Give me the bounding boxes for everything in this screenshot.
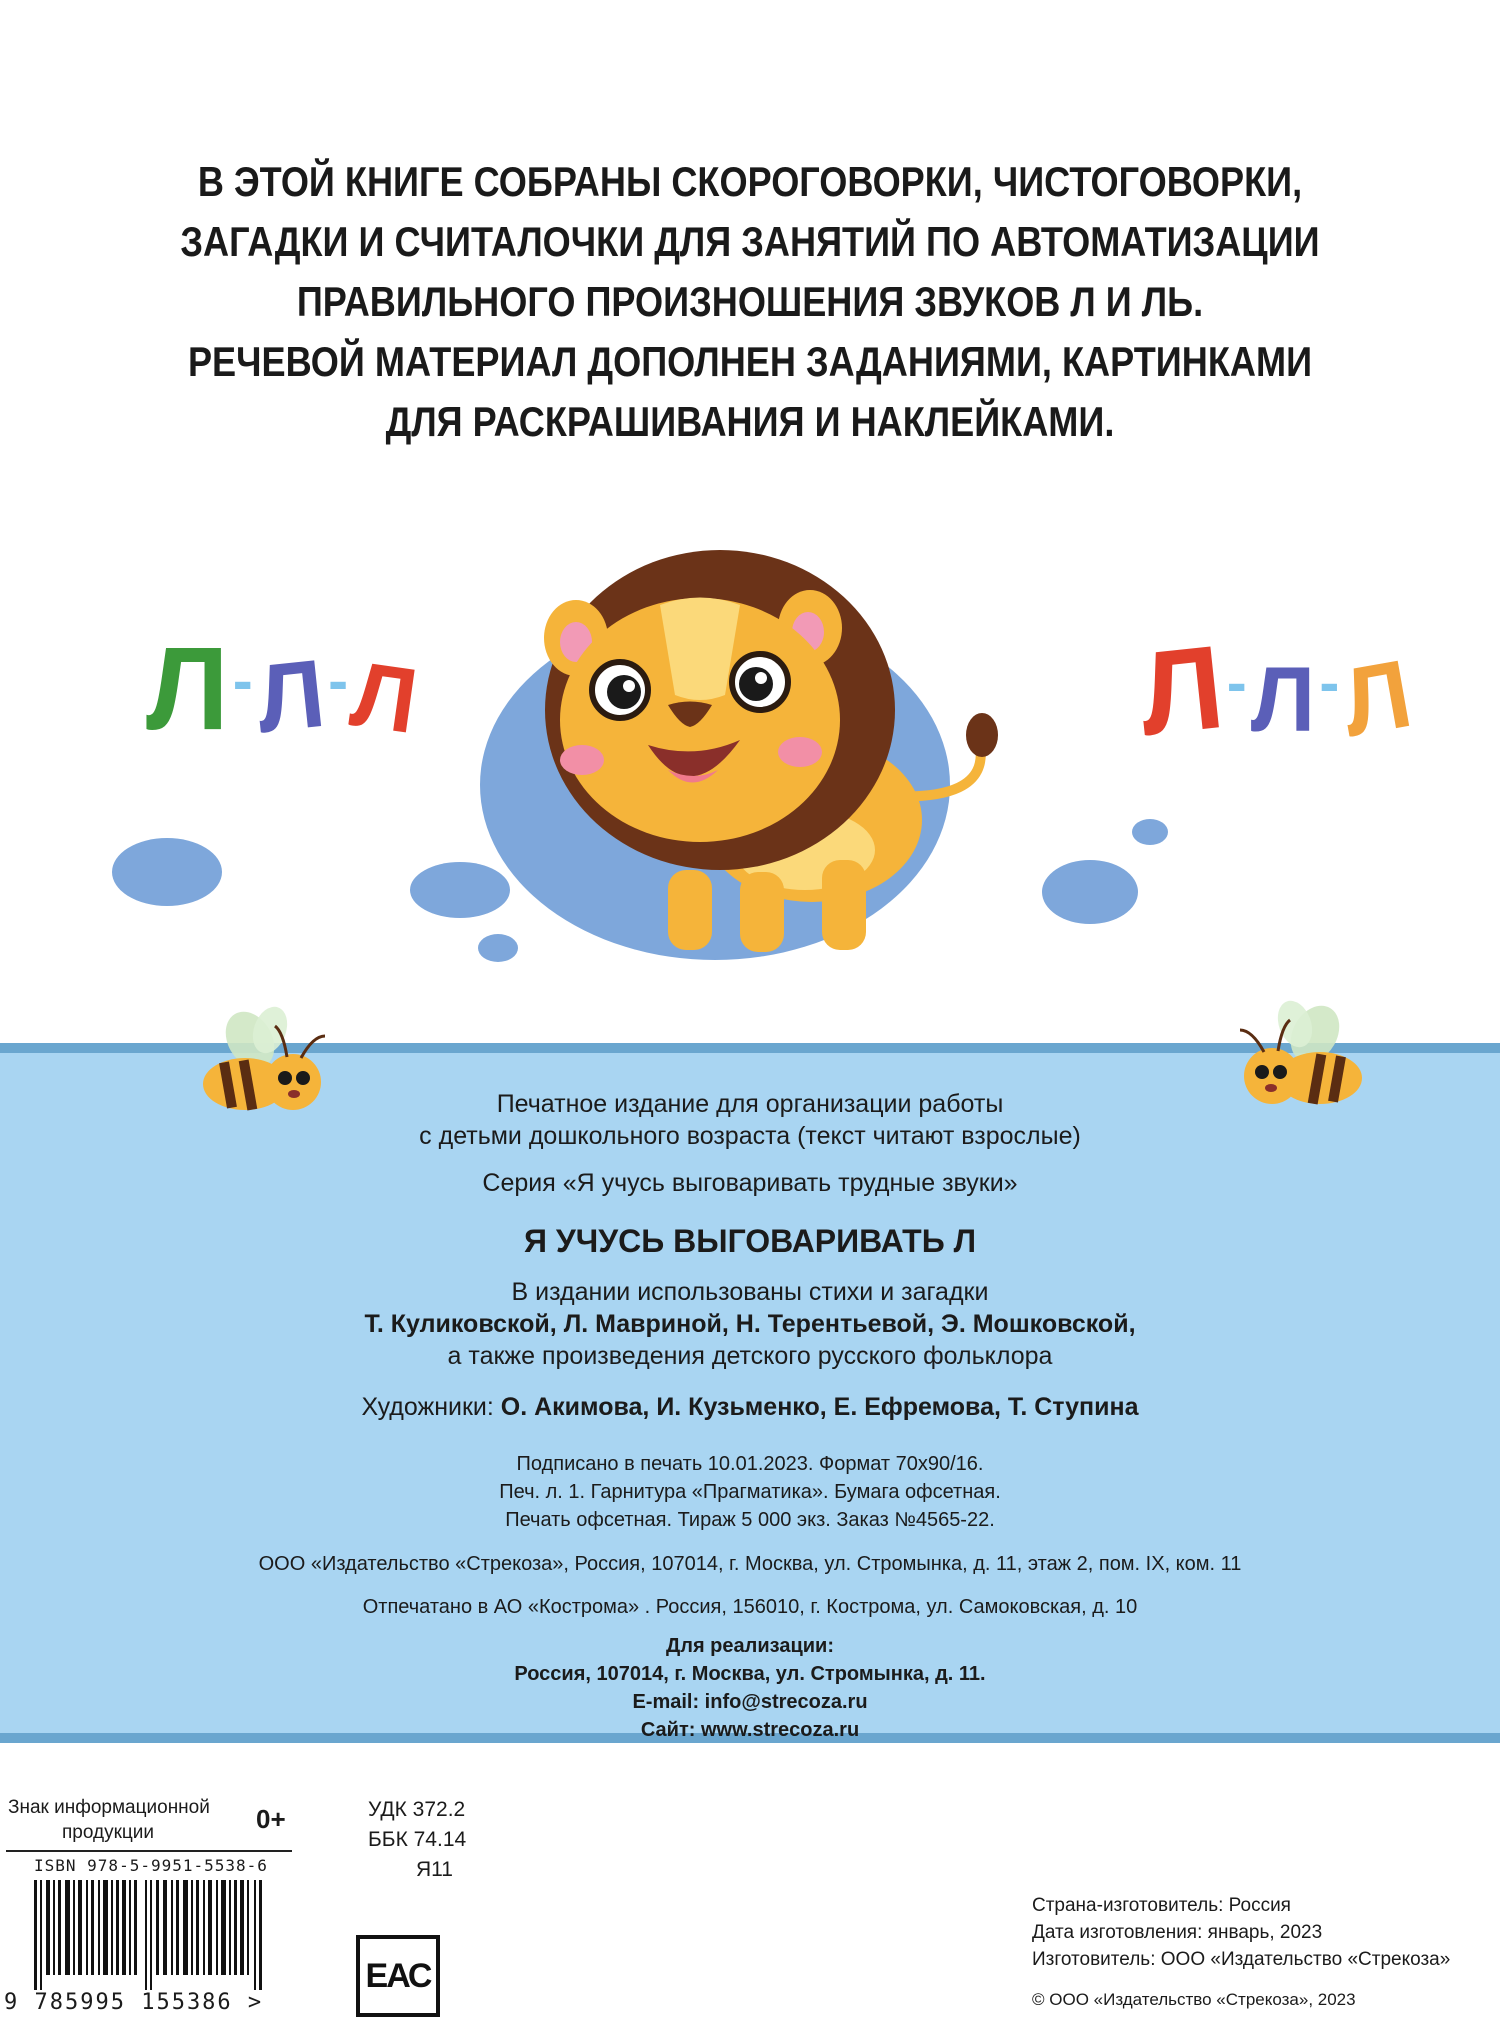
letter-l: Л	[1334, 639, 1420, 758]
info-sign-label: Знак информационной	[8, 1797, 210, 1818]
letter-l: Л	[251, 639, 330, 754]
sale-address: Россия, 107014, г. Москва, ул. Стромынка, д. 11.	[514, 1663, 986, 1685]
lion-illustration	[100, 520, 1400, 980]
info-band	[0, 1043, 1500, 1743]
description-line: Печатное издание для организации работы	[496, 1090, 1004, 1118]
letter-dash: -	[328, 647, 349, 714]
letter-l: Л	[1133, 621, 1230, 761]
artists-names: О. Акимова, И. Кузьменко, Е. Ефремова, Т. Ступина	[500, 1393, 1139, 1421]
lion-leg	[668, 870, 712, 950]
artists-line	[0, 1393, 1500, 1422]
eac-label: ЕАС	[365, 1956, 431, 1995]
letter-l: Л	[1250, 649, 1316, 751]
letter-l: Л	[345, 643, 424, 753]
udk: УДК 372.2	[368, 1798, 466, 1821]
blue-blob	[112, 838, 222, 906]
lion-tail-tip	[966, 713, 998, 757]
blue-blob	[478, 934, 518, 962]
info-sign-label: продукции	[62, 1822, 155, 1843]
book-title: Я УЧУСЬ ВЫГОВАРИВАТЬ Л	[523, 1223, 977, 1259]
letter-dash: -	[232, 647, 253, 714]
artists-label: Художники:	[361, 1393, 494, 1421]
website: Сайт: www.strecoza.ru	[640, 1719, 860, 1741]
intro-line: ПРАВИЛЬНОГО ПРОИЗНОШЕНИЯ ЗВУКОВ Л И ЛЬ.	[296, 278, 1204, 325]
print-info: Печ. л. 1. Гарнитура «Прагматика». Бумага офсетная.	[499, 1481, 1001, 1503]
intro-line: В ЭТОЙ КНИГЕ СОБРАНЫ СКОРОГОВОРКИ, ЧИСТОГОВОРКИ,	[197, 158, 1303, 205]
series-line: Серия «Я учусь выговаривать трудные звуки»	[482, 1169, 1018, 1197]
intro-line: ЗАГАДКИ И СЧИТАЛОЧКИ ДЛЯ ЗАНЯТИЙ ПО АВТОМАТИЗАЦИИ	[180, 218, 1320, 265]
sale-label: Для реализации:	[666, 1635, 834, 1657]
age-rating: 0+	[256, 1804, 286, 1834]
copyright: © ООО «Издательство «Стрекоза», 2023	[1032, 1990, 1356, 2009]
email: E-mail: info@strecoza.ru	[632, 1691, 868, 1713]
authors-line: Т. Куликовской, Л. Мавриной, Н. Терентьевой, Э. Мошковской,	[364, 1310, 1136, 1338]
print-info: Печать офсетная. Тираж 5 000 экз. Заказ №4565-22.	[505, 1509, 995, 1531]
manufacturer: Изготовитель: ООО «Издательство «Стрекоза»	[1032, 1949, 1451, 1970]
barcode-digits: 9 785995 155386 >	[4, 1990, 264, 2015]
description-line: с детьми дошкольного возраста (текст читают взрослые)	[419, 1122, 1081, 1150]
isbn: ISBN 978-5-9951-5538-6	[34, 1856, 268, 1875]
letter-dash: -	[1319, 649, 1340, 716]
intro-text	[0, 152, 1500, 452]
print-info: Подписано в печать 10.01.2023. Формат 70х90/16.	[516, 1453, 984, 1475]
country: Страна-изготовитель: Россия	[1032, 1895, 1291, 1916]
intro-line: РЕЧЕВОЙ МАТЕРИАЛ ДОПОЛНЕН ЗАДАНИЯМИ, КАРТИНКАМИ	[187, 338, 1313, 385]
printed-line: Отпечатано в АО «Кострома» . Россия, 156010, г. Кострома, ул. Самоковская, д. 10	[362, 1596, 1138, 1618]
eac-mark	[356, 1935, 440, 2017]
divider	[6, 1850, 292, 1852]
intro-line: ДЛЯ РАСКРАШИВАНИЯ И НАКЛЕЙКАМИ.	[385, 398, 1115, 445]
manufacture-date: Дата изготовления: январь, 2023	[1032, 1922, 1323, 1943]
poems-line: В издании использованы стихи и загадки	[511, 1278, 989, 1306]
blue-blob	[410, 862, 510, 918]
publisher-line: ООО «Издательство «Стрекоза», Россия, 107014, г. Москва, ул. Стромынка, д. 11, этаж 2, пом. IX, ком. 11	[258, 1553, 1242, 1575]
ya-index: Я11	[416, 1858, 453, 1881]
barcode	[32, 1880, 282, 1998]
blue-blob	[1132, 819, 1168, 845]
lion-leg	[740, 872, 784, 952]
blue-blob	[1042, 860, 1138, 924]
letter-dash: -	[1226, 649, 1247, 716]
bee-illustration	[195, 1002, 345, 1122]
poems-line: а также произведения детского русского фольклора	[447, 1342, 1053, 1370]
letter-l: Л	[146, 623, 229, 755]
bee-illustration	[1220, 996, 1370, 1116]
lion-leg	[822, 860, 866, 950]
bbk: ББК 74.14	[368, 1828, 467, 1851]
